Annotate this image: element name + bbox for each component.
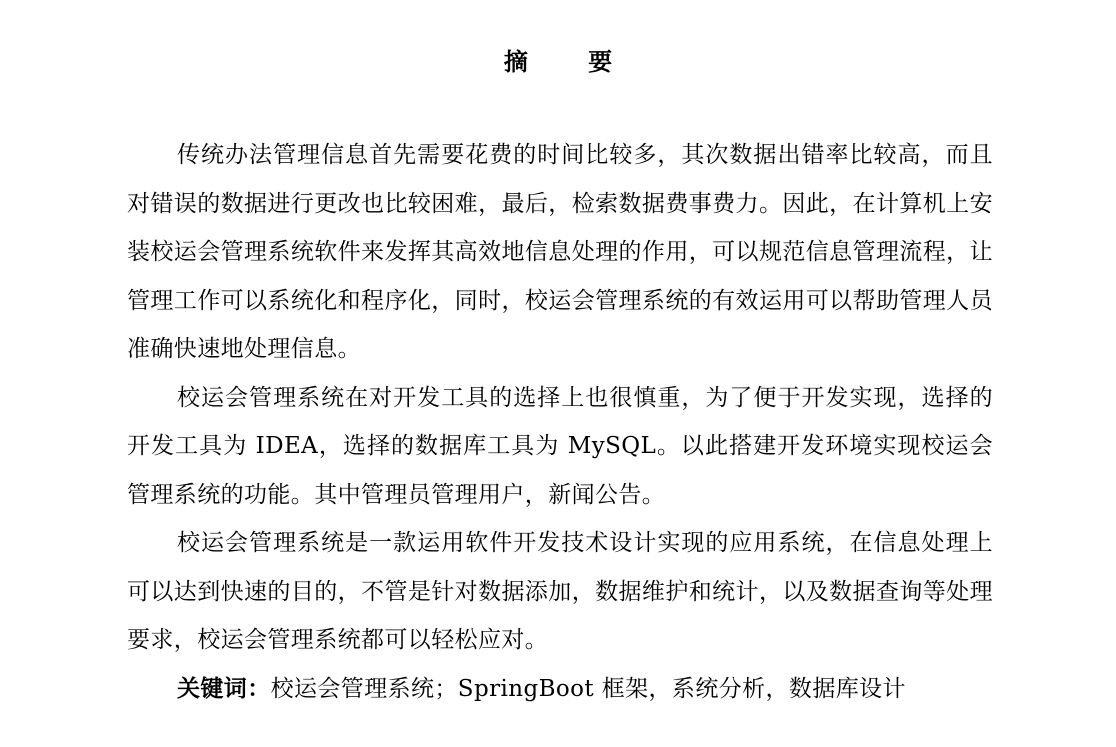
abstract-paragraph-1: 传统办法管理信息首先需要花费的时间比较多，其次数据出错率比较高，而且对错误的数据进行更改也比较困难，最后，检索数据费事费力。因此，在计算机上安装校运会管理系统软件来发挥其高效地信息处理的作用，可以规范信息管理流程，让管理工作可以系统化和程序化，同时，校运会管理系统的有效运用可以帮助管理人员准确快速地处理信息。: [127, 142, 993, 362]
keywords-label: 关键词：: [177, 674, 271, 702]
keywords-text: 校运会管理系统；SpringBoot 框架，系统分析，数据库设计: [270, 675, 906, 702]
abstract-paragraph-3: 校运会管理系统是一款运用软件开发技术设计实现的应用系统，在信息处理上可以达到快速的目的，不管是针对数据添加，数据维护和统计，以及数据查询等处理要求，校运会管理系统都可以轻松应对。: [127, 530, 993, 653]
abstract-title: 摘 要: [503, 47, 639, 76]
keywords-line: [127, 665, 993, 714]
abstract-body: [127, 131, 993, 713]
abstract-paragraph-2: 校运会管理系统在对开发工具的选择上也很慎重，为了便于开发实现，选择的开发工具为 IDEA，选择的数据库工具为 MySQL。以此搭建开发环境实现校运会管理系统的功能。其中管理员管理用户，新闻公告。: [127, 384, 993, 508]
